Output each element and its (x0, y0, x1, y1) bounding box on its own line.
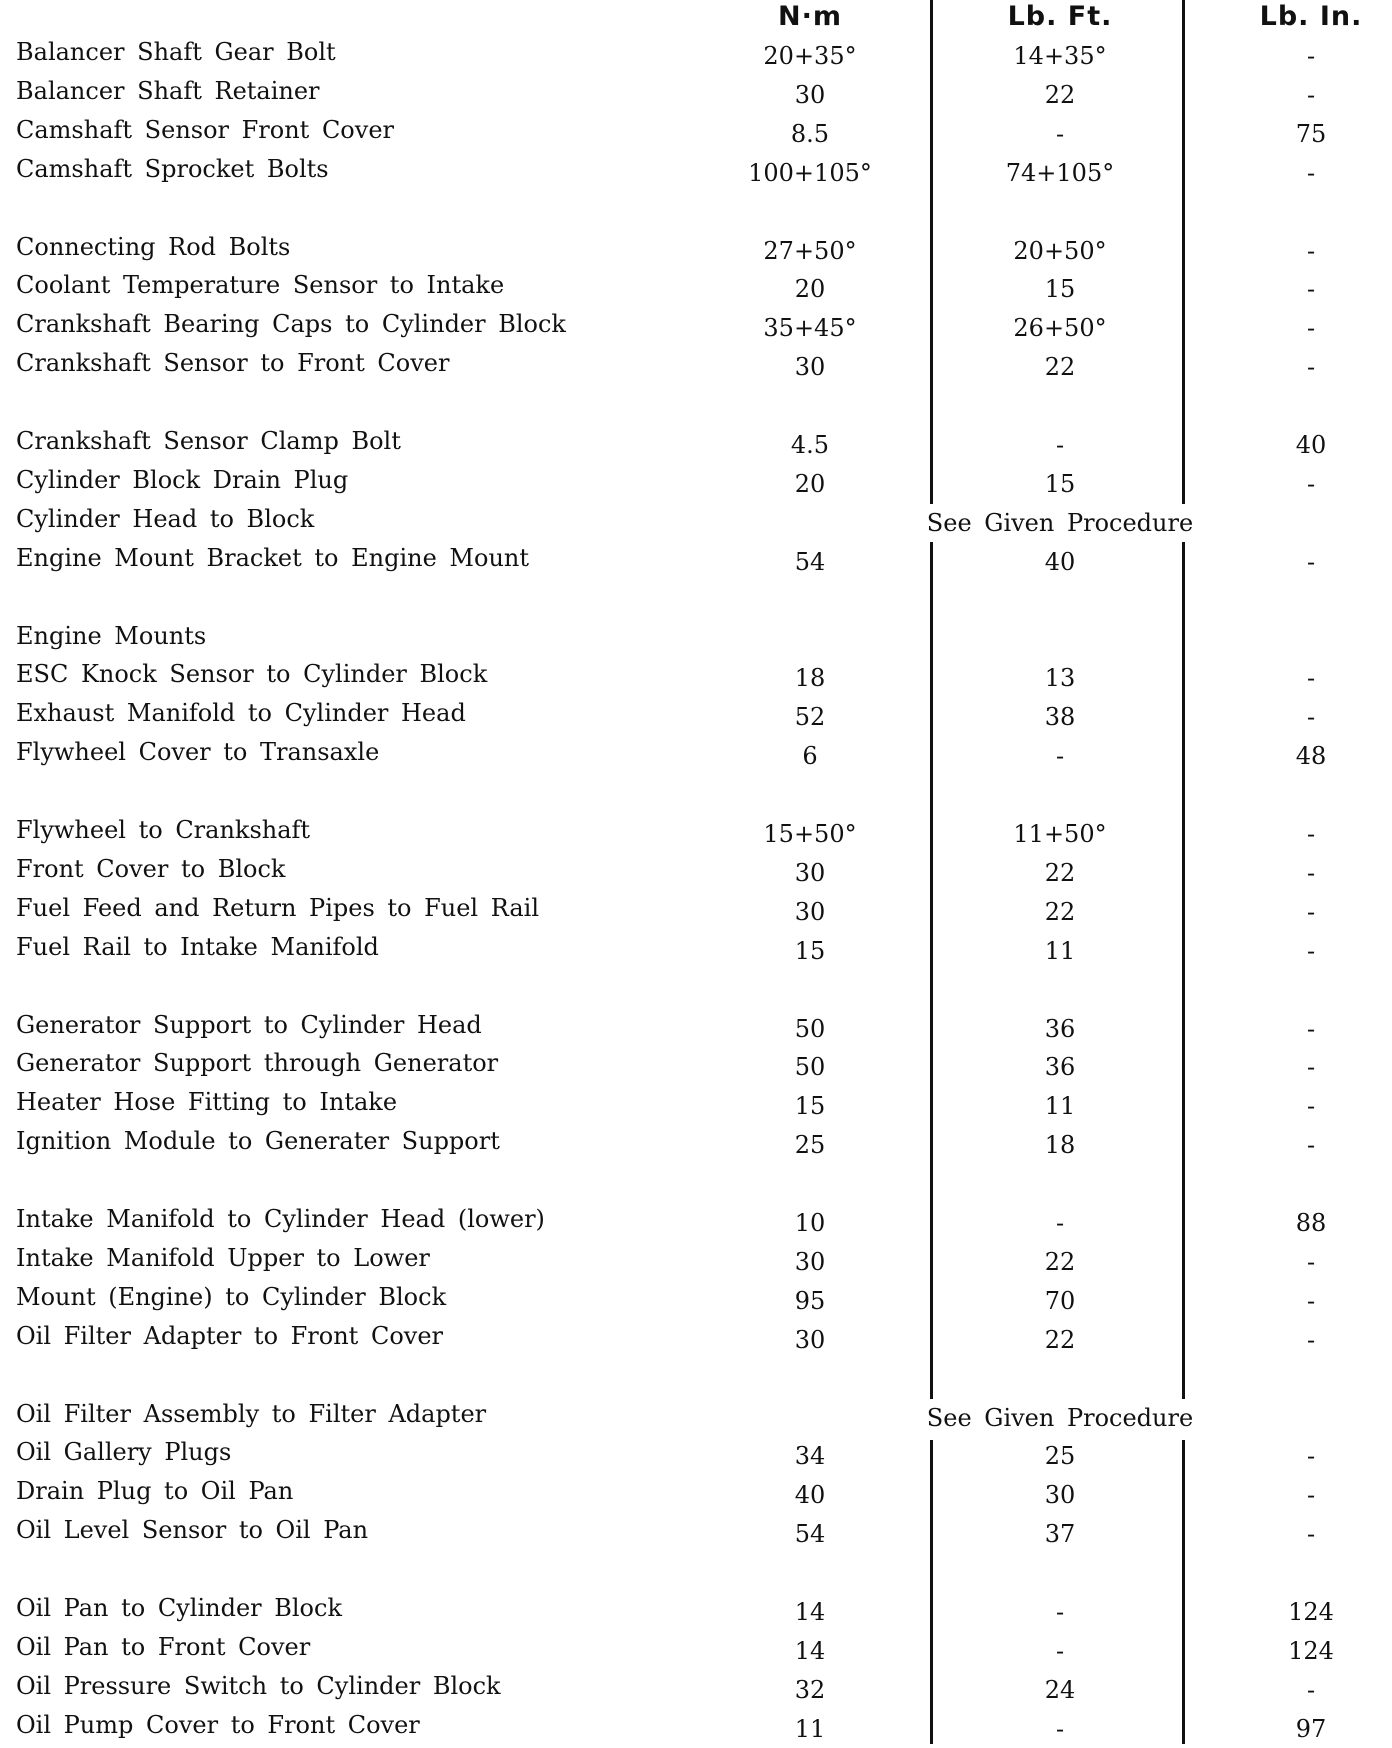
torque-lbft-value: 11 (1044, 937, 1076, 965)
table-row (0, 928, 1392, 966)
fastener-label: Balancer Shaft Retainer (16, 77, 320, 105)
fastener-label: Oil Filter Assembly to Filter Adapter (16, 1400, 487, 1428)
table-row (0, 1200, 1392, 1238)
torque-lbin-value: - (1306, 1131, 1316, 1159)
torque-lbft-value: - (1055, 742, 1065, 770)
fastener-label: Connecting Rod Bolts (16, 233, 291, 261)
table-row (0, 422, 1392, 460)
table-row (0, 694, 1392, 732)
torque-nm-value: 15+50° (763, 820, 857, 848)
torque-lbin-value: - (1306, 42, 1316, 70)
torque-lbft-value: 22 (1044, 898, 1076, 926)
table-row (0, 539, 1392, 577)
torque-lbft-value: 22 (1044, 353, 1076, 381)
table-row (0, 655, 1392, 693)
torque-lbin-value: 48 (1295, 742, 1327, 770)
fastener-label: Cylinder Block Drain Plug (16, 466, 349, 494)
table-row (0, 500, 1392, 538)
torque-nm-value: 52 (794, 703, 826, 731)
torque-nm-value: 20 (794, 275, 826, 303)
table-row (0, 111, 1392, 149)
fastener-label: Mount (Engine) to Cylinder Block (16, 1283, 447, 1311)
torque-nm-value: 34 (794, 1442, 826, 1470)
torque-lbft-value: 37 (1044, 1520, 1076, 1548)
torque-nm-value: 30 (794, 859, 826, 887)
torque-nm-value: 30 (794, 353, 826, 381)
torque-lbin-value: - (1306, 1092, 1316, 1120)
torque-lbft-value: 38 (1044, 703, 1076, 731)
torque-lbft-value: 13 (1044, 664, 1076, 692)
torque-lbin-value: 88 (1295, 1209, 1327, 1237)
table-row (0, 1628, 1392, 1666)
fastener-label: Balancer Shaft Gear Bolt (16, 38, 336, 66)
torque-lbin-value: - (1306, 159, 1316, 187)
procedure-note: See Given Procedure (925, 504, 1195, 542)
fastener-label: Generator Support through Generator (16, 1049, 499, 1077)
torque-lbin-value: - (1306, 548, 1316, 576)
table-row (0, 617, 1392, 655)
fastener-label: Ignition Module to Generater Support (16, 1127, 500, 1155)
torque-lbft-value: 22 (1044, 1326, 1076, 1354)
fastener-label: ESC Knock Sensor to Cylinder Block (16, 660, 488, 688)
torque-lbft-value: 36 (1044, 1015, 1076, 1043)
torque-nm-value: 20+35° (763, 42, 857, 70)
torque-lbft-value: 22 (1044, 1248, 1076, 1276)
torque-lbft-value: 18 (1044, 1131, 1076, 1159)
table-row (0, 1044, 1392, 1082)
torque-lbin-value: - (1306, 1287, 1316, 1315)
torque-lbin-value: - (1306, 937, 1316, 965)
torque-lbft-value: 26+50° (1013, 314, 1107, 342)
torque-lbin-value: - (1306, 81, 1316, 109)
torque-nm-value: 4.5 (790, 431, 830, 459)
torque-lbin-value: - (1306, 1676, 1316, 1704)
torque-lbft-value: 11+50° (1013, 820, 1107, 848)
fastener-label: Crankshaft Sensor Clamp Bolt (16, 427, 401, 455)
table-row (0, 1472, 1392, 1510)
table-row (0, 72, 1392, 110)
table-row (0, 1317, 1392, 1355)
torque-lbin-value: - (1306, 703, 1316, 731)
header-nm: N·m (778, 1, 842, 32)
torque-nm-value: 30 (794, 1248, 826, 1276)
torque-lbft-value: - (1055, 1715, 1065, 1743)
procedure-note: See Given Procedure (925, 1399, 1195, 1437)
header-lbft: Lb. Ft. (1007, 1, 1113, 32)
torque-lbft-value: 20+50° (1013, 237, 1107, 265)
torque-lbin-value: - (1306, 314, 1316, 342)
torque-nm-value: 25 (794, 1131, 826, 1159)
fastener-label: Oil Gallery Plugs (16, 1438, 232, 1466)
torque-lbft-value: 70 (1044, 1287, 1076, 1315)
table-row (0, 1511, 1392, 1549)
torque-lbin-value: - (1306, 1053, 1316, 1081)
torque-lbin-value: 40 (1295, 431, 1327, 459)
torque-nm-value: 35+45° (763, 314, 857, 342)
torque-lbin-value: 97 (1295, 1715, 1327, 1743)
torque-nm-value: 18 (794, 664, 826, 692)
torque-nm-value: 8.5 (790, 120, 830, 148)
table-row (0, 1395, 1392, 1433)
torque-lbin-value: - (1306, 470, 1316, 498)
header-lbin: Lb. In. (1259, 1, 1363, 32)
torque-lbft-value: 14+35° (1013, 42, 1107, 70)
torque-lbin-value: - (1306, 1326, 1316, 1354)
table-row (0, 344, 1392, 382)
torque-nm-value: 14 (794, 1637, 826, 1665)
torque-lbft-value: 25 (1044, 1442, 1076, 1470)
table-row (0, 33, 1392, 71)
torque-lbin-value: - (1306, 1015, 1316, 1043)
torque-nm-value: 95 (794, 1287, 826, 1315)
fastener-label: Oil Pressure Switch to Cylinder Block (16, 1672, 501, 1700)
table-row (0, 1667, 1392, 1705)
torque-lbft-value: 30 (1044, 1481, 1076, 1509)
fastener-label: Flywheel to Crankshaft (16, 816, 311, 844)
torque-lbin-value: - (1306, 1520, 1316, 1548)
fastener-label: Oil Pan to Front Cover (16, 1633, 311, 1661)
torque-nm-value: 15 (794, 1092, 826, 1120)
fastener-label: Crankshaft Sensor to Front Cover (16, 349, 450, 377)
torque-lbft-value: - (1055, 120, 1065, 148)
torque-nm-value: 54 (794, 548, 826, 576)
fastener-label: Drain Plug to Oil Pan (16, 1477, 294, 1505)
fastener-label: Fuel Rail to Intake Manifold (16, 933, 379, 961)
torque-lbft-value: 15 (1044, 275, 1076, 303)
table-row (0, 1083, 1392, 1121)
torque-lbft-value: - (1055, 1598, 1065, 1626)
torque-nm-value: 40 (794, 1481, 826, 1509)
torque-nm-value: 27+50° (763, 237, 857, 265)
fastener-label: Oil Level Sensor to Oil Pan (16, 1516, 369, 1544)
table-row (0, 850, 1392, 888)
torque-lbin-value: 124 (1288, 1637, 1334, 1665)
table-row (0, 228, 1392, 266)
torque-lbft-value: - (1055, 1637, 1065, 1665)
fastener-label: Cylinder Head to Block (16, 505, 315, 533)
fastener-label: Oil Filter Adapter to Front Cover (16, 1322, 443, 1350)
torque-nm-value: 30 (794, 1326, 826, 1354)
torque-lbin-value: - (1306, 664, 1316, 692)
table-row (0, 1706, 1392, 1744)
torque-nm-value: 50 (794, 1053, 826, 1081)
table-row (0, 461, 1392, 499)
fastener-label: Camshaft Sensor Front Cover (16, 116, 394, 144)
torque-nm-value: 30 (794, 898, 826, 926)
torque-lbft-value: 24 (1044, 1676, 1076, 1704)
table-row (0, 733, 1392, 771)
table-row (0, 1589, 1392, 1627)
table-row (0, 1006, 1392, 1044)
torque-lbft-value: - (1055, 1209, 1065, 1237)
fastener-label: Fuel Feed and Return Pipes to Fuel Rail (16, 894, 540, 922)
torque-lbin-value: - (1306, 1248, 1316, 1276)
fastener-label: Oil Pan to Cylinder Block (16, 1594, 342, 1622)
torque-lbft-value: 11 (1044, 1092, 1076, 1120)
torque-lbft-value: 15 (1044, 470, 1076, 498)
torque-lbin-value: 124 (1288, 1598, 1334, 1626)
fastener-label: Oil Pump Cover to Front Cover (16, 1711, 420, 1739)
torque-lbin-value: - (1306, 237, 1316, 265)
fastener-label: Front Cover to Block (16, 855, 286, 883)
torque-nm-value: 30 (794, 81, 826, 109)
fastener-label: Engine Mounts (16, 622, 207, 650)
table-row (0, 811, 1392, 849)
fastener-label: Heater Hose Fitting to Intake (16, 1088, 398, 1116)
torque-lbin-value: - (1306, 275, 1316, 303)
fastener-label: Engine Mount Bracket to Engine Mount (16, 544, 530, 572)
table-row (0, 305, 1392, 343)
fastener-label: Exhaust Manifold to Cylinder Head (16, 699, 466, 727)
torque-lbft-value: 22 (1044, 859, 1076, 887)
torque-nm-value: 54 (794, 1520, 826, 1548)
table-row (0, 266, 1392, 304)
torque-lbft-value: 36 (1044, 1053, 1076, 1081)
fastener-label: Camshaft Sprocket Bolts (16, 155, 329, 183)
torque-lbin-value: - (1306, 859, 1316, 887)
torque-nm-value: 32 (794, 1676, 826, 1704)
fastener-label: Crankshaft Bearing Caps to Cylinder Block (16, 310, 566, 338)
torque-nm-value: 14 (794, 1598, 826, 1626)
torque-lbft-value: 40 (1044, 548, 1076, 576)
fastener-label: Intake Manifold to Cylinder Head (lower) (16, 1205, 545, 1233)
torque-lbin-value: - (1306, 1442, 1316, 1470)
torque-lbin-value: - (1306, 1481, 1316, 1509)
fastener-label: Generator Support to Cylinder Head (16, 1011, 482, 1039)
torque-lbin-value: 75 (1295, 120, 1327, 148)
table-row (0, 889, 1392, 927)
torque-lbin-value: - (1306, 898, 1316, 926)
table-row (0, 150, 1392, 188)
torque-lbft-value: 22 (1044, 81, 1076, 109)
torque-nm-value: 50 (794, 1015, 826, 1043)
fastener-label: Flywheel Cover to Transaxle (16, 738, 380, 766)
torque-nm-value: 10 (794, 1209, 826, 1237)
torque-lbft-value: 74+105° (1005, 159, 1115, 187)
torque-nm-value: 11 (794, 1715, 826, 1743)
torque-lbin-value: - (1306, 820, 1316, 848)
torque-nm-value: 20 (794, 470, 826, 498)
table-row (0, 1239, 1392, 1277)
table-row (0, 1278, 1392, 1316)
fastener-label: Intake Manifold Upper to Lower (16, 1244, 430, 1272)
torque-lbin-value: - (1306, 353, 1316, 381)
torque-nm-value: 6 (802, 742, 818, 770)
torque-nm-value: 100+105° (748, 159, 872, 187)
torque-nm-value: 15 (794, 937, 826, 965)
table-row (0, 1433, 1392, 1471)
fastener-label: Coolant Temperature Sensor to Intake (16, 271, 505, 299)
table-row (0, 1122, 1392, 1160)
torque-lbft-value: - (1055, 431, 1065, 459)
